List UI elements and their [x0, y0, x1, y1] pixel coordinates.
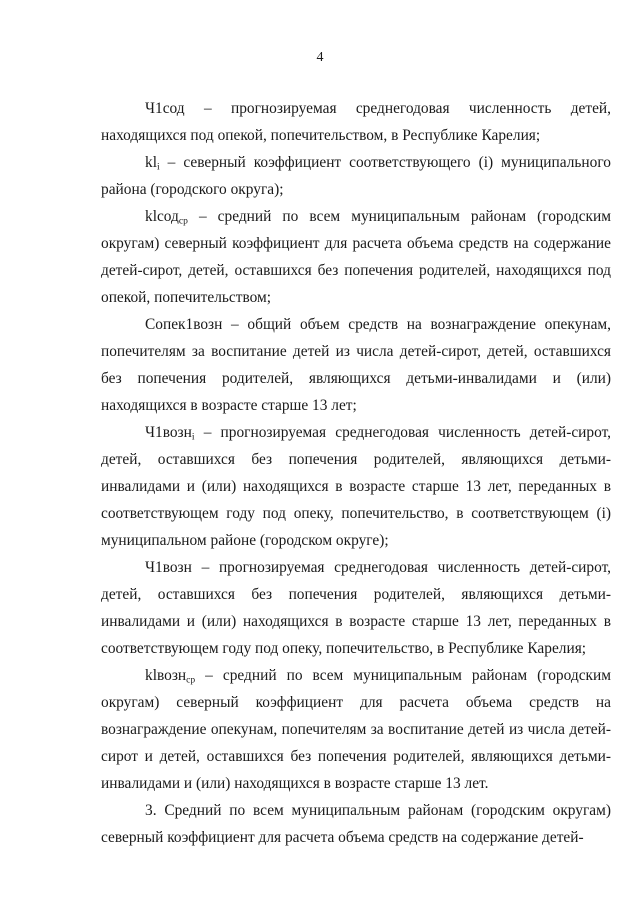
term-subscript: i: [156, 161, 160, 173]
term: klвозн: [145, 667, 187, 684]
term-subscript: ср: [186, 674, 196, 686]
definition-text: – северный коэффициент соответствующего (i) муниципального района (городского округа);: [101, 154, 611, 198]
section-paragraph-3: [101, 797, 611, 851]
definition-paragraph-4: [101, 311, 611, 419]
term: Сопек1возн: [145, 316, 223, 333]
definition-paragraph-1: [101, 95, 611, 149]
definition-text: – средний по всем муниципальным районам (городским округам) северный коэффициент для расчета объема средств на содержание детей-сирот, детей, оставшихся без попечения родителей, находящихся под опекой, попечительством;: [101, 208, 611, 306]
definition-paragraph-5: [101, 419, 611, 554]
term: Ч1сод: [145, 100, 185, 117]
definition-paragraph-7: [101, 662, 611, 797]
term-subscript: ср: [178, 215, 188, 227]
definition-text: – средний по всем муниципальным районам (городским округам) северный коэффициент для расчета объема средств на вознаграждение опекунам, попечителям за воспитание детей из числа детей-сирот и детей, оставшихся без попечения родителей, являющихся детьми-инвалидами и (или) находящихся в возрасте старше 13 лет.: [101, 667, 611, 792]
definition-paragraph-6: [101, 554, 611, 662]
paragraph-text: 3. Средний по всем муниципальным районам (городским округам) северный коэффициент для расчета объема средств на содержание детей-: [101, 802, 611, 846]
definition-text: – общий объем средств на вознаграждение опекунам, попечителям за воспитание детей из числа детей-сирот, детей, оставшихся без попечения родителей, являющихся детьми-инвалидами и (или) находящихся в возрасте старше 13 лет;: [101, 316, 611, 414]
term: Ч1возн: [145, 559, 192, 576]
term: klсод: [145, 208, 179, 225]
term: Ч1возн: [145, 424, 192, 441]
definition-text: – прогнозируемая среднегодовая численность детей-сирот, детей, оставшихся без попечения родителей, являющихся детьми-инвалидами и (или) находящихся в возрасте старше 13 лет, переданных в соответствующем году под опеку, попечительство, в соответствующем (i) муниципальном районе (городском округе);: [101, 424, 611, 549]
definition-text: – прогнозируемая среднегодовая численность детей-сирот, детей, оставшихся без попечения родителей, являющихся детьми-инвалидами и (или) находящихся в возрасте старше 13 лет, переданных в соответствующем году под опеку, попечительство, в Республике Карелия;: [101, 559, 611, 657]
definition-paragraph-2: [101, 149, 611, 203]
definition-text: – прогнозируемая среднегодовая численность детей, находящихся под опекой, попечительством, в Республике Карелия;: [101, 100, 611, 144]
term-subscript: i: [191, 431, 195, 443]
term: kl: [145, 154, 157, 171]
definition-paragraph-3: [101, 203, 611, 311]
page-number: 4: [316, 50, 324, 65]
document-body: [101, 95, 611, 851]
